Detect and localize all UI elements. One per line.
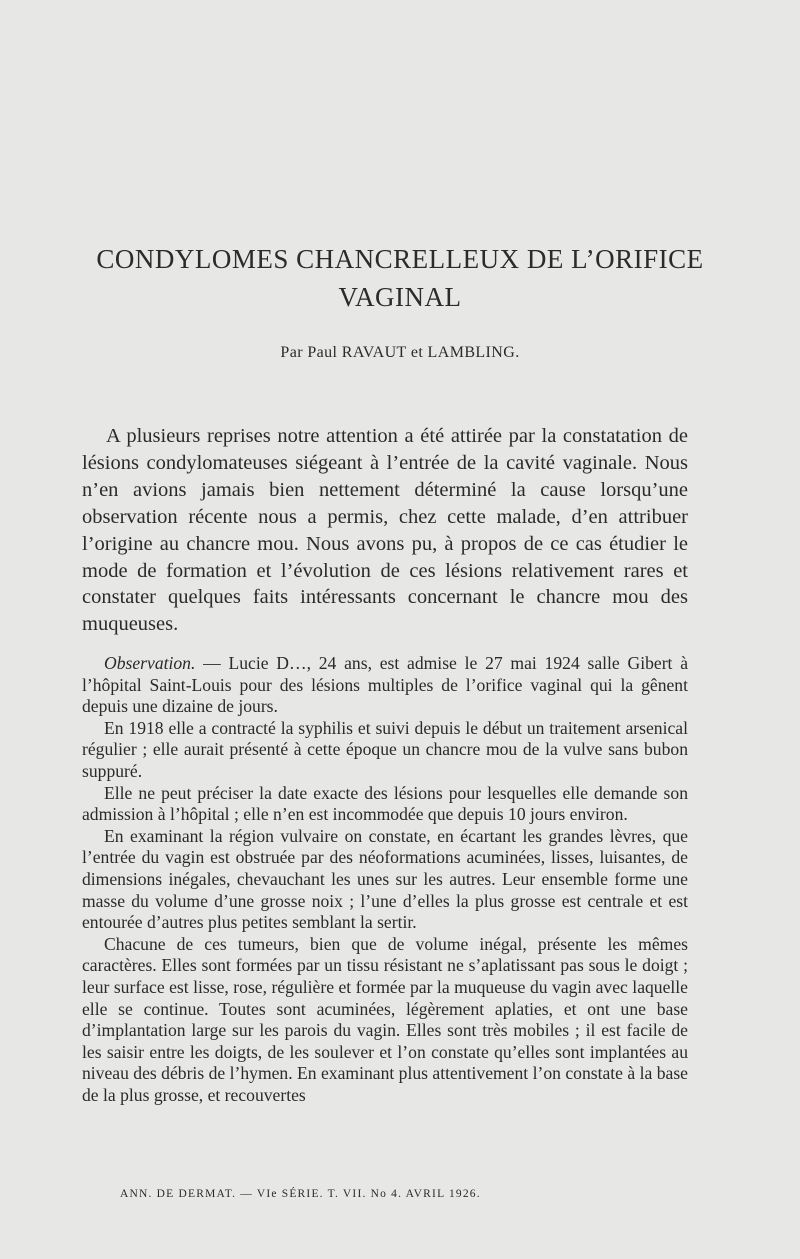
article-authors: Par Paul RAVAUT et LAMBLING.	[280, 344, 520, 361]
observation-text-1: — Lucie D…, 24 ans, est admise le 27 mai 1924 salle Gibert à l’hôpital Saint-Louis pour des lésions multiples de l’orifice vaginal qui la gênent depuis une dizaine de jours.	[82, 653, 689, 717]
article-title	[60, 240, 740, 316]
observation-paragraph-4: En examinant la région vulvaire on constate, en écartant les grandes lèvres, que l’entrée du vagin est obstruée par des néoformations acuminées, lisses, luisantes, de dimensions inégales, chevauchant les unes sur les autres. Leur ensemble forme une masse du volume d’une grosse noix ; l’une d’elles la plus grosse est centrale et est entourée d’autres plus petites semblant la sertir.	[82, 825, 688, 933]
observation-label: Observation.	[104, 653, 196, 673]
observation-paragraph-2: En 1918 elle a contracté la syphilis et suivi depuis le début un traitement arsenical régulier ; elle aurait présenté à cette époque un chancre mou de la vulve sans bubon suppuré.	[82, 717, 688, 781]
observation-paragraph-3: Elle ne peut préciser la date exacte des lésions pour lesquelles elle demande son admission à l’hôpital ; elle n’en est incommodée que depuis 10 jours environ.	[82, 782, 688, 825]
intro-paragraph: A plusieurs reprises notre attention a été attirée par la constatation de lésions condylomateuses siégeant à l’entrée de la cavité vaginale. Nous n’en avions jamais bien nettement déterminé la cause lorsqu’une observation récente nous a permis, chez cette malade, d’en attribuer l’origine au chancre mou. Nous avons pu, à propos de ce cas étudier le mode de formation et l’évolution de ces lésions relativement rares et constater quelques faits intéressants concernant le chancre mou des muqueuses.	[82, 425, 688, 636]
title-line-1: CONDYLOMES CHANCRELLEUX DE L’ORIFICE	[96, 244, 704, 274]
observation-paragraph-1	[82, 653, 688, 718]
observation-section	[82, 653, 688, 1106]
observation-paragraph-5: Chacune de ces tumeurs, bien que de volume inégal, présente les mêmes caractères. Elles sont formées par un tissu résistant ne s’aplatissant pas sous le doigt ; leur surface est lisse, rose, régulière et formée par la muqueuse du vagin avec laquelle elle se continue. Toutes sont acuminées, légèrement aplaties, et ont une base d’implantation large sur les parois du vagin. Elles sont très mobiles ; il est facile de les saisir entre les doigts, de les soulever et l’on constate qu’elles sont implantées au niveau des débris de l’hymen. En examinant plus attentivement l’on constate à la base de la plus grosse, et recouvertes	[82, 933, 688, 1105]
journal-footer: ANN. DE DERMAT. — VIe SÉRIE. T. VII. No 4. AVRIL 1926.	[120, 1188, 481, 1200]
title-line-2: VAGINAL	[338, 282, 462, 312]
